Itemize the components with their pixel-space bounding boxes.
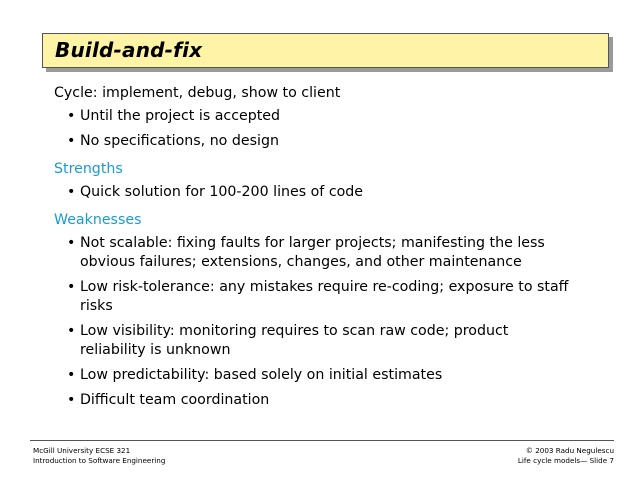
bullet-text-line: Low visibility: monitoring requires to scan raw code; product <box>80 323 509 339</box>
footer-slide-number: Life cycle models— Slide 7 <box>517 456 614 465</box>
bullet-text-line: Not scalable: fixing faults for larger projects; manifesting the less <box>80 235 545 251</box>
footer-left <box>33 446 165 466</box>
bullet-dot: • <box>67 279 76 295</box>
footer-course: McGill University ECSE 321 <box>33 446 131 455</box>
bullet-dot: • <box>67 184 76 200</box>
bullet-text: Quick solution for 100-200 lines of code <box>80 184 364 200</box>
bullet-text: No specifications, no design <box>80 133 279 149</box>
bullet-text-line: Low risk-tolerance: any mistakes require re-coding; exposure to staff <box>80 279 569 295</box>
bullet-text-line: reliability is unknown <box>80 342 231 358</box>
footer-course-title: Introduction to Software Engineering <box>33 456 166 465</box>
weaknesses-heading: Weaknesses <box>54 212 142 228</box>
bullet-text-line: obvious failures; extensions, changes, and other maintenance <box>80 254 522 270</box>
bullet-text-line: risks <box>80 298 113 314</box>
bullet-dot: • <box>67 367 76 383</box>
intro-text: Cycle: implement, debug, show to client <box>54 85 341 101</box>
bullet-text-line: Low predictability: based solely on initial estimates <box>80 367 443 383</box>
bullet-text: Until the project is accepted <box>80 108 281 124</box>
bullet-dot: • <box>67 108 76 124</box>
bullet-dot: • <box>67 323 76 339</box>
bullet-dot: • <box>67 133 76 149</box>
slide-content <box>54 84 614 410</box>
weaknesses-bullet <box>54 391 614 410</box>
intro-bullet <box>54 107 614 126</box>
title-box <box>42 33 609 68</box>
footer-copyright: © 2003 Radu Negulescu <box>525 446 614 455</box>
strengths-heading: Strengths <box>54 161 123 177</box>
bullet-text-line: Difficult team coordination <box>80 392 270 408</box>
intro-bullet <box>54 132 614 151</box>
strengths-bullet <box>54 183 614 202</box>
weaknesses-bullet <box>54 278 614 316</box>
weaknesses-bullet <box>54 366 614 385</box>
bullet-dot: • <box>67 392 76 408</box>
footer-right <box>518 446 614 466</box>
weaknesses-bullet <box>54 322 614 360</box>
bullet-dot: • <box>67 235 76 251</box>
footer-divider <box>30 440 614 441</box>
slide-title: Build-and-fix <box>55 38 203 62</box>
weaknesses-bullet <box>54 234 614 272</box>
